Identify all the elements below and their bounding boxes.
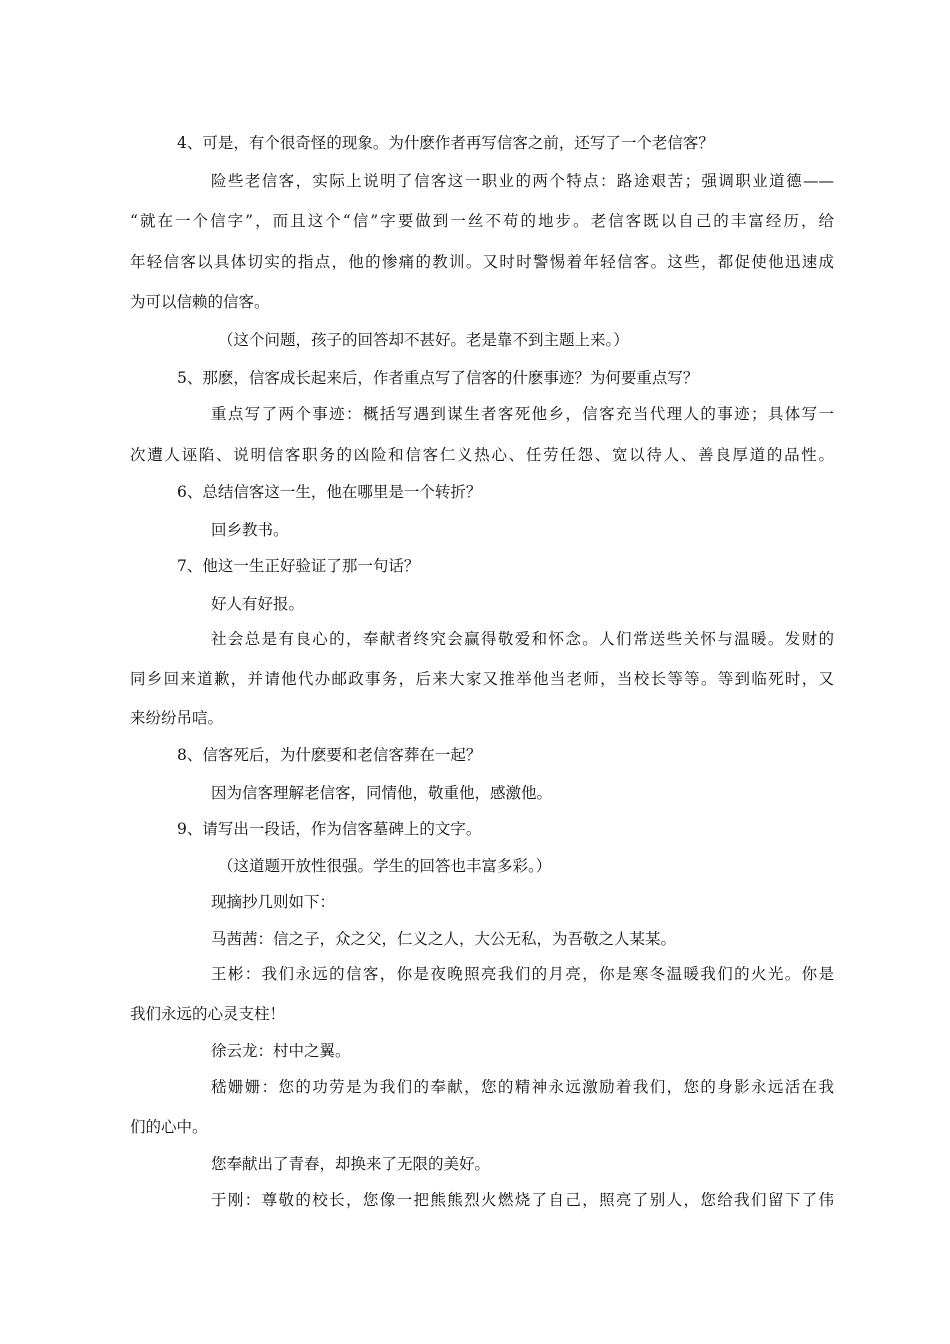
student-answer-1: 马茜茜：信之子，众之父，仁义之人，大公无私，为吾敬之人某某。 <box>211 930 677 948</box>
question-8: 8、信客死后，为什麽要和老信客葬在一起？ <box>177 746 482 764</box>
question-5: 5、那麽，信客成长起来后，作者重点写了信客的什麽事迹？为何要重点写？ <box>177 369 699 387</box>
question-7: 7、他这一生正好验证了那一句话？ <box>177 557 420 575</box>
answer-4-line-3: 年轻信客以具体切实的指点，他的惨痛的教训。又时时警惕着年轻信客。这些，都促使他迅速成 <box>130 253 834 271</box>
excerpt-intro: 现摘抄几则如下： <box>211 893 336 911</box>
answer-7-detail-line-2: 同乡回来道歉，并请他代办邮政事务，后来大家又推举他当老师，当校长等等。等到临死时，又 <box>130 670 834 688</box>
answer-7: 好人有好报。 <box>211 595 305 613</box>
question-6: 6、总结信客这一生，他在哪里是一个转折？ <box>177 483 482 501</box>
answer-7-detail-line-1: 社会总是有良心的，奉献者终究会赢得敬爱和怀念。人们常送些关怀与温暖。发财的 <box>211 630 834 648</box>
answer-8: 因为信客理解老信客，同情他，敬重他，感激他。 <box>211 784 553 802</box>
student-answer-4-line-3: 您奉献出了青春，却换来了无限的美好。 <box>211 1155 491 1173</box>
question-9: 9、请写出一段话，作为信客墓碑上的文字。 <box>177 820 482 838</box>
student-answer-2-line-2: 我们永远的心灵支柱！ <box>130 1005 286 1023</box>
student-answer-3: 徐云龙：村中之翼。 <box>211 1042 351 1060</box>
answer-4-line-4: 为可以信赖的信客。 <box>130 293 270 311</box>
student-answer-4-line-1: 嵇姗姗：您的功劳是为我们的奉献，您的精神永远激励着我们，您的身影永远活在我 <box>211 1078 834 1096</box>
student-answer-2-line-1: 王彬：我们永远的信客，你是夜晚照亮我们的月亮，你是寒冬温暖我们的火光。你是 <box>211 965 834 983</box>
answer-7-detail-line-3: 来纷纷吊唁。 <box>130 709 224 727</box>
note-4: （这个问题，孩子的回答却不甚好。老是靠不到主题上来。） <box>218 331 629 349</box>
answer-5-line-2: 次遭人诬陷、说明信客职务的凶险和信客仁义热心、任劳任怨、宽以待人、善良厚道的品性。 <box>130 446 834 464</box>
answer-6: 回乡教书。 <box>211 521 289 539</box>
answer-5-line-1: 重点写了两个事迹：概括写遇到谋生者客死他乡，信客充当代理人的事迹；具体写一 <box>211 405 834 423</box>
student-answer-5-line-1: 于刚：尊敬的校长，您像一把熊熊烈火燃烧了自己，照亮了别人，您给我们留下了伟 <box>211 1191 834 1209</box>
question-4: 4、可是，有个很奇怪的现象。为什麽作者再写信客之前，还写了一个老信客？ <box>177 134 714 152</box>
answer-4-line-1: 险些老信客，实际上说明了信客这一职业的两个特点：路途艰苦；强调职业道德—— <box>211 172 834 190</box>
student-answer-4-line-2: 们的心中。 <box>130 1118 208 1136</box>
answer-4-line-2: “就在一个信字”，而且这个“信”字要做到一丝不苟的地步。老信客既以自己的丰富经历，给 <box>130 212 834 230</box>
note-9: （这道题开放性很强。学生的回答也丰富多彩。） <box>218 857 552 875</box>
